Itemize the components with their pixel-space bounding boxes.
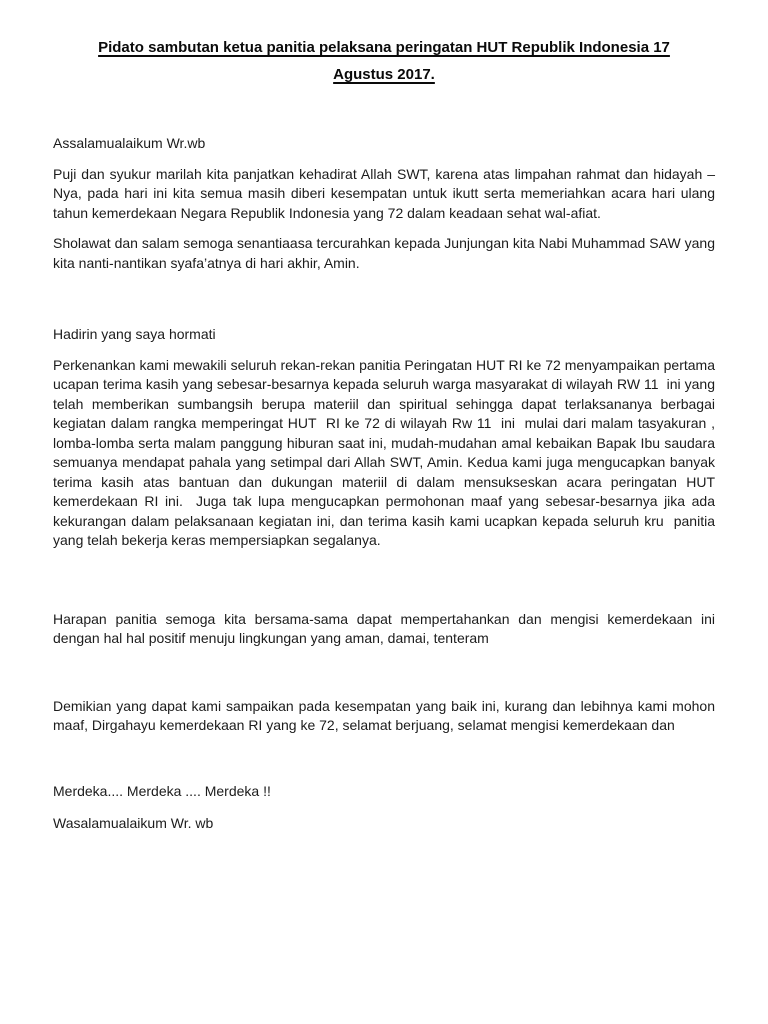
paragraph-perkenankan-thanks: Perkenankan kami mewakili seluruh rekan-rekan panitia Peringatan HUT RI ke 72 menyampaikan pertama ucapan terima kasih yang sebesar-besarnya kepada seluruh warga masyarakat di wilayah RW 11 ini yang telah memberikan sumbangsih berupa materiil dan spiritual sehingga dapat terlaksananya berbagai kegiatan dalam rangka memperingat HUT RI ke 72 di wilayah Rw 11 ini mulai dari malam tasyakuran , lomba-lomba serta malam panggung hiburan saat ini, mudah-mudahan amal kebaikan Bapak Ibu saudara semuanya mendapat pahala yang setimpal dari Allah SWT, Amin. Kedua kami juga mengucapkan banyak terima kasih atas bantuan dan dukungan materiil di dalam mensukseskan acara peringatan HUT kemerdekaan RI ini. Juga tak lupa mengucapkan permohonan maaf yang sebesar-besarnya jika ada kekurangan dalam pelaksanaan kegiatan ini, dan terima kasih kami ucapkan kepada seluruh kru panitia yang telah bekerja keras mempersiapkan segalanya. bbox=[53, 356, 719, 548]
title-line-2: Agustus 2017. bbox=[333, 66, 435, 83]
spacer bbox=[53, 562, 715, 610]
paragraph-hadirin-greeting: Hadirin yang saya hormati bbox=[53, 326, 216, 342]
spacer bbox=[53, 660, 715, 697]
spacer bbox=[53, 284, 715, 325]
paragraph-sholawat: Sholawat dan salam semoga senantiaasa tercurahkan kepada Junjungan kita Nabi Muhammad SAW yang kita nanti-nantikan syafa’atnya di hari akhir, Amin. bbox=[53, 235, 719, 271]
paragraph-puji-syukur: Puji dan syukur marilah kita panjatkan kehadirat Allah SWT, karena atas limpahan rahmat dan hidayah – Nya, pada hari ini kita semua masih diberi kesempatan untuk ikutt serta memeriahkan acara hari ulang tahun kemerdekaan Negara Republik Indonesia yang 72 dalam keadaan sehat wal-afiat. bbox=[53, 165, 719, 221]
paragraph-harapan: Harapan panitia semoga kita bersama-sama dapat mempertahankan dan mengisi kemerdekaan ini dengan hal hal positif menuju lingkungan yang aman, damai, tenteram bbox=[53, 610, 719, 646]
page-title bbox=[53, 34, 715, 88]
paragraph-closing-salutation: Wasalamualaikum Wr. wb bbox=[53, 815, 214, 831]
title-line-1: Pidato sambutan ketua panitia pelaksana peringatan HUT Republik Indonesia 17 bbox=[98, 39, 670, 56]
spacer bbox=[53, 747, 715, 782]
paragraph-merdeka-exclamation: Merdeka.... Merdeka .... Merdeka !! bbox=[53, 782, 271, 799]
paragraph-demikian-closing: Demikian yang dapat kami sampaikan pada kesempatan yang baik ini, kurang dan lebihnya kami mohon maaf, Dirgahayu kemerdekaan RI yang ke 72, selamat berjuang, selamat mengisi kemerdekaan dan bbox=[53, 697, 719, 733]
paragraph-opening-salutation: Assalamualaikum Wr.wb bbox=[53, 135, 206, 151]
